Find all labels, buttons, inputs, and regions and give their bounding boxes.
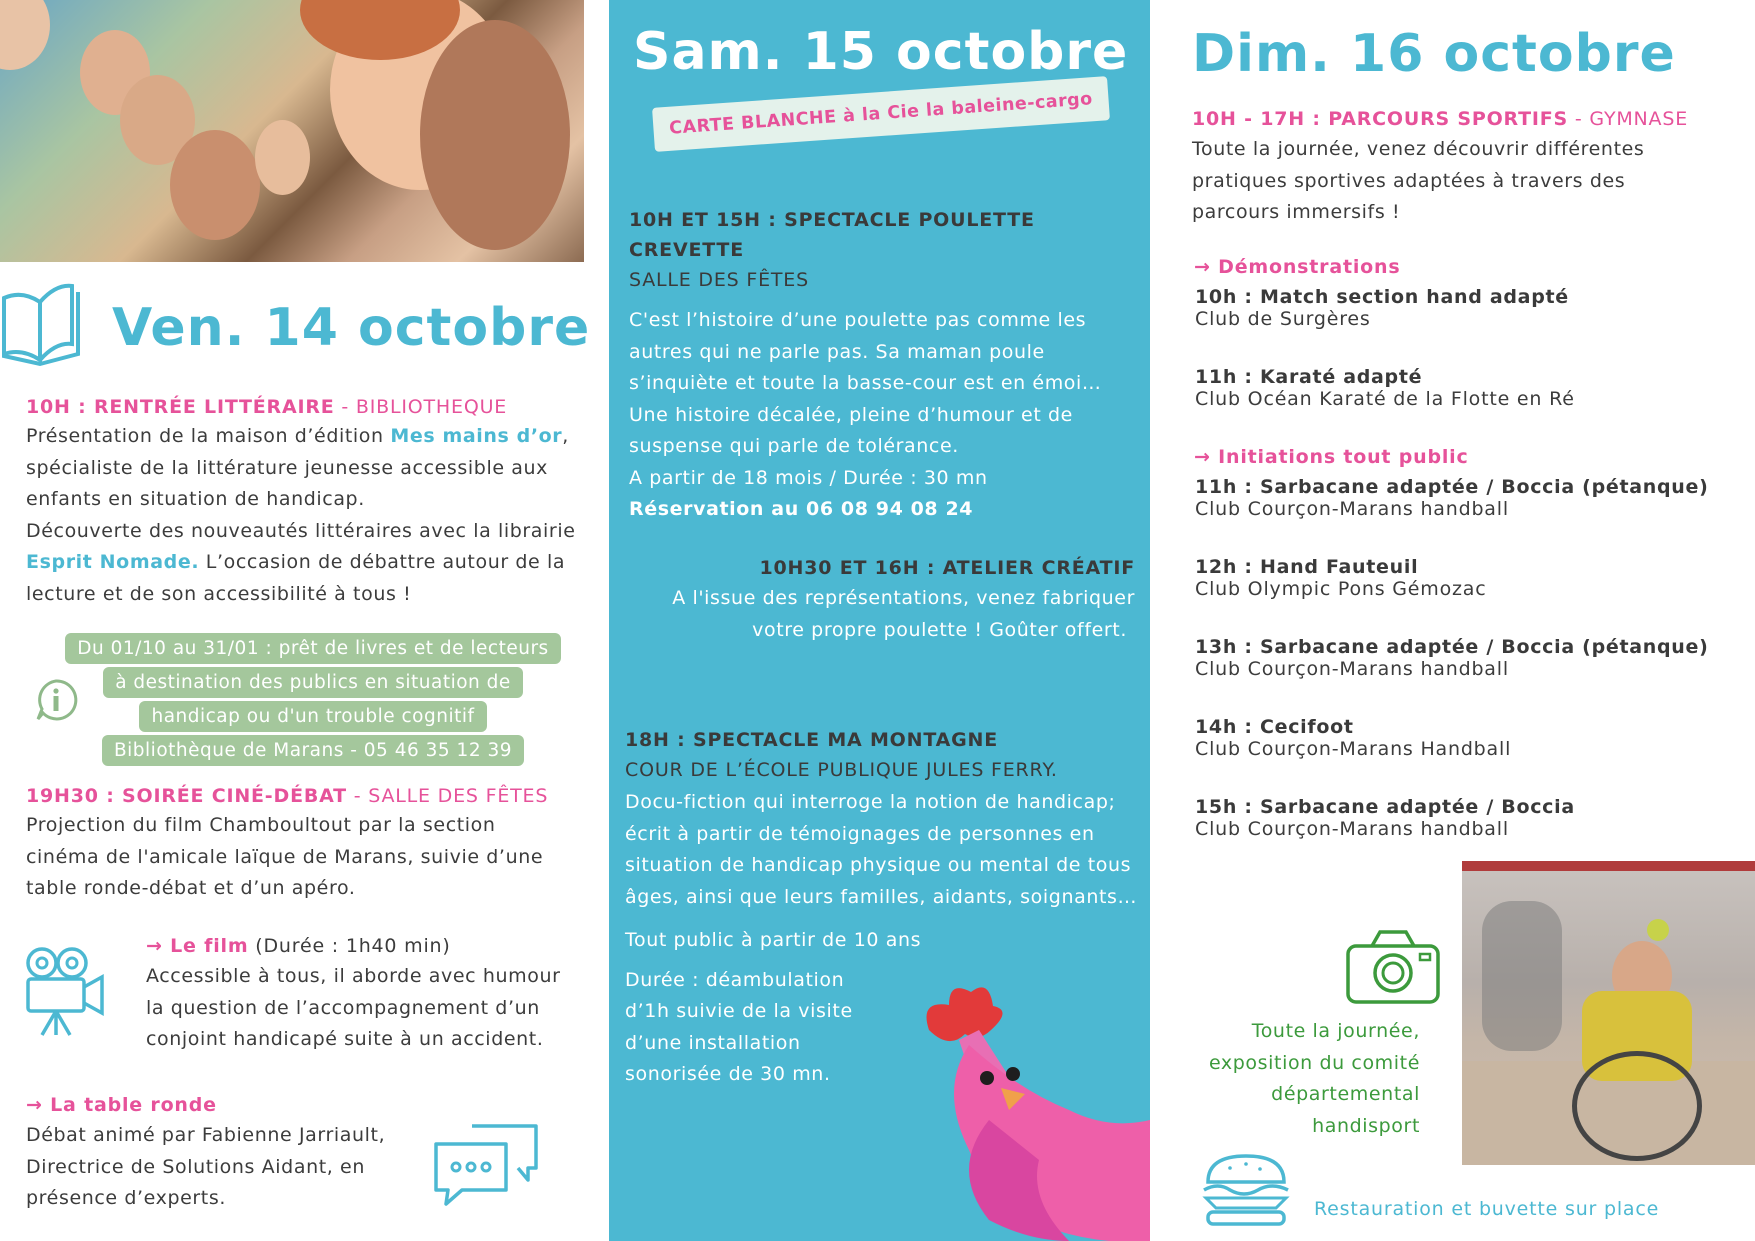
film-description: Accessible à tous, il aborde avec humour la question de l’accompagnement d’un conjoint handicapé suite à un accident.: [146, 965, 561, 1050]
initiation-club: Club Courçon-Marans Handball: [1195, 738, 1512, 760]
film-section: [146, 931, 566, 1056]
table-ronde-heading: → La table ronde: [26, 1094, 217, 1116]
demo-title: 11h : Karaté adapté: [1195, 366, 1423, 388]
show2-description: Docu-fiction qui interroge la notion de handicap; écrit à partir de témoignages de personnes en situation de handicap physique ou mental de tous âges, ainsi que leurs familles, aidants, soignants…: [625, 791, 1138, 908]
info-line-2: à destination des publics en situation de: [103, 667, 523, 698]
show2-title: 18H : SPECTACLE MA MONTAGNE: [625, 729, 998, 751]
sunday-day-title: Dim. 16 octobre: [1192, 24, 1676, 84]
expo-handisport-text: Toute la journée, exposition du comité départemental handisport: [1208, 1020, 1420, 1137]
demo-club: Club de Surgères: [1195, 308, 1371, 330]
literary-title: 10H : RENTRÉE LITTÉRAIRE: [26, 396, 335, 418]
info-line-4: Bibliothèque de Marans - 05 46 35 12 39: [102, 735, 524, 766]
cine-debat-description: Projection du film Chamboultout par la section cinéma de l'amicale laïque de Marans, suivie d’une table ronde-débat et d’un apéro.: [26, 814, 544, 899]
initiation-title: 12h : Hand Fauteuil: [1195, 556, 1419, 578]
demo-club: Club Océan Karaté de la Flotte en Ré: [1195, 388, 1575, 410]
saturday-day-title: Sam. 15 octobre: [633, 22, 1129, 82]
esprit-nomade-link: Esprit Nomade.: [26, 551, 200, 573]
demo-title: 10h : Match section hand adapté: [1195, 286, 1569, 308]
friday-event-cine-debat: [26, 782, 586, 905]
initiation-item: [1195, 636, 1708, 680]
atelier-creatif: [635, 553, 1135, 646]
mes-mains-dor-link: Mes mains d’or: [390, 425, 563, 447]
restauration-text: Restauration et buvette sur place: [1314, 1198, 1660, 1220]
burger-icon: [1200, 1152, 1292, 1228]
initiations-heading: → Initiations tout public: [1194, 446, 1469, 468]
poulette-crevette-show: [629, 205, 1139, 526]
film-heading: → Le film: [146, 935, 249, 957]
literary-place: - BIBLIOTHEQUE: [334, 396, 508, 418]
atelier-description: A l'issue des représentations, venez fabriquer votre propre poulette ! Goûter offert.: [672, 587, 1135, 641]
sports-place: - GYMNASE: [1568, 108, 1689, 130]
atelier-title: 10H30 ET 16H : ATELIER CRÉATIF: [759, 557, 1135, 579]
film-photo: [0, 0, 584, 262]
initiation-item: [1195, 716, 1511, 760]
info-box-library-loan: [62, 633, 564, 766]
table-ronde-section: [26, 1090, 446, 1215]
cine-debat-title: 19H30 : SOIRÉE CINÉ-DÉBAT: [26, 785, 347, 807]
film-duration: (Durée : 1h40 min): [248, 935, 451, 957]
friday-day-title: Ven. 14 octobre: [112, 298, 591, 358]
cine-debat-place: - SALLE DES FÊTES: [346, 785, 549, 807]
photo-camera-icon: [1344, 928, 1444, 1006]
info-line-3: handicap ou d'un trouble cognitif: [139, 701, 486, 732]
literary-description: Présentation de la maison d’édition Mes mains d’or, spécialiste de la littérature jeunesse accessible aux enfants en situation de handicap. Découverte des nouveautés littéraires avec la librairie Esprit Nomade. L’occasion de débattre autour de la lecture et de son accessibilité à tous !: [26, 425, 576, 605]
chicken-puppet-image: [909, 970, 1150, 1241]
sunday-sports-header: [1192, 104, 1752, 229]
carte-blanche-banner: CARTE BLANCHE à la Cie la baleine-cargo: [652, 76, 1110, 152]
sports-description: Toute la journée, venez découvrir différentes pratiques sportives adaptées à travers des parcours immersifs !: [1192, 138, 1645, 223]
initiation-item: [1195, 796, 1575, 840]
initiation-club: Club Courçon-Marans handball: [1195, 498, 1509, 520]
initiation-club: Club Courçon-Marans handball: [1195, 658, 1509, 680]
info-line-1: Du 01/10 au 31/01 : prêt de livres et de lecteurs: [65, 633, 560, 664]
show1-description: C'est l’histoire d’une poulette pas comme les autres qui ne parle pas. Sa maman poule s’inquiète et toute la basse-cour est en émoi… Une histoire décalée, pleine d’humour et de suspense qui parle de tolérance. A partir de 18 mois / Durée : 30 mn Réservation au 06 08 94 08 24: [629, 305, 1139, 526]
initiation-club: Club Olympic Pons Gémozac: [1195, 578, 1487, 600]
initiation-title: 15h : Sarbacane adaptée / Boccia: [1195, 796, 1575, 818]
initiation-title: 14h : Cecifoot: [1195, 716, 1354, 738]
book-icon: [0, 278, 82, 368]
initiation-item: [1195, 476, 1708, 520]
chat-bubbles-icon: [432, 1122, 542, 1208]
show2-place: COUR DE L’ÉCOLE PUBLIQUE JULES FERRY.: [625, 759, 1058, 781]
show1-reservation: Réservation au 06 08 94 08 24: [629, 498, 974, 520]
table-ronde-description: Débat animé par Fabienne Jarriault, Directrice de Solutions Aidant, en présence d’experts.: [26, 1124, 386, 1209]
show2-public: Tout public à partir de 10 ans: [625, 929, 922, 951]
show1-title: 10H ET 15H : SPECTACLE POULETTE CREVETTE: [629, 209, 1035, 261]
show2-duration: Durée : déambulation d’1h suivie de la visite d’une installation sonorisée de 30 mn.: [625, 968, 853, 1085]
movie-camera-icon: [24, 945, 108, 1039]
wheelchair-handball-photo: [1462, 861, 1755, 1165]
show1-place: SALLE DES FÊTES: [629, 269, 809, 291]
demo-item: [1195, 286, 1569, 330]
initiation-club: Club Courçon-Marans handball: [1195, 818, 1509, 840]
initiation-item: [1195, 556, 1487, 600]
demo-item: [1195, 366, 1575, 410]
demonstrations-heading: → Démonstrations: [1194, 256, 1401, 278]
sports-title: 10H - 17H : PARCOURS SPORTIFS: [1192, 108, 1569, 130]
friday-event-literary: [26, 393, 586, 610]
initiation-title: 13h : Sarbacane adaptée / Boccia (pétanque): [1195, 636, 1709, 658]
saturday-column: [609, 0, 1150, 1241]
initiation-title: 11h : Sarbacane adaptée / Boccia (pétanque): [1195, 476, 1709, 498]
